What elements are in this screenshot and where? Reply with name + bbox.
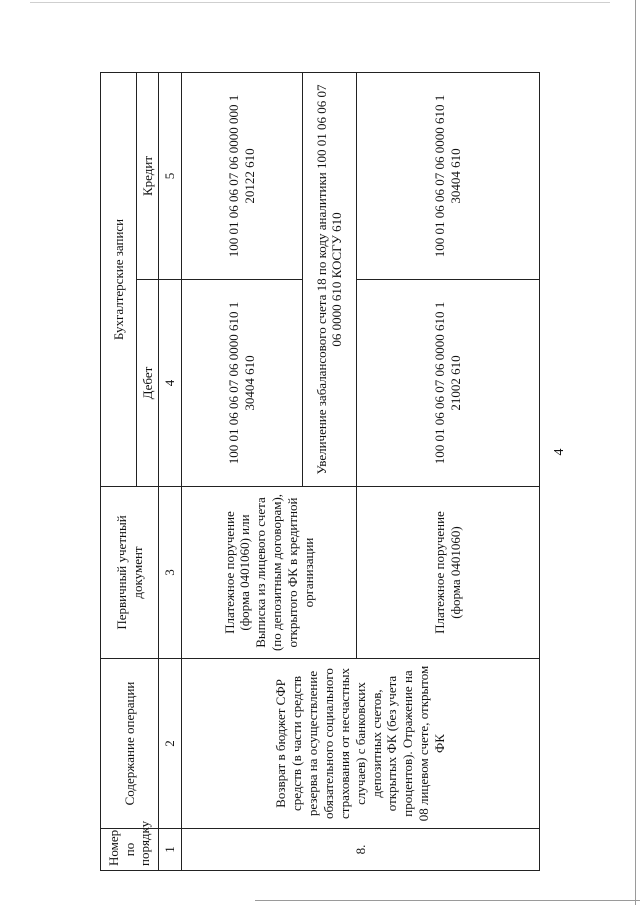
header-row-top: [101, 72, 137, 870]
column-index-row: [159, 72, 182, 870]
header-num: Номер по порядку: [101, 829, 159, 871]
header-entries: Бухгалтерские записи: [101, 72, 137, 486]
scan-edge-bottom: [255, 900, 640, 901]
credit-account-1: 100 01 06 06 07 06 0000 000 1 20122 610: [182, 72, 303, 279]
column-index-5: 5: [159, 72, 182, 279]
operation-description: Возврат в бюджет СФР средств (в части средств резерва на осуществление обязательного социального страхования от несчастных случаев) с банковских депозитных счетов, открытых ФК (без учета процентов). Отражение на 08 лицевом счете, открытом ФК: [182, 659, 540, 829]
header-document: Первичный учетный документ: [101, 487, 159, 659]
page-number: 4: [552, 448, 567, 456]
accounting-table-rotated: [100, 73, 540, 871]
debit-account-1: 100 01 06 06 07 06 0000 610 1 30404 610: [182, 280, 303, 487]
header-debit: Дебет: [136, 280, 158, 487]
header-operation: Содержание операции: [101, 659, 159, 829]
primary-document-2: Платежное поручение (форма 0401060): [356, 487, 539, 659]
scan-edge-right: [635, 0, 636, 905]
column-index-1: 1: [159, 829, 182, 871]
column-index-2: 2: [159, 659, 182, 829]
table-row: [182, 72, 303, 870]
accounting-entries-table: [100, 72, 540, 871]
header-credit: Кредит: [136, 72, 158, 279]
row-number: 8.: [182, 829, 540, 871]
debit-account-2: 100 01 06 06 07 06 0000 610 1 21002 610: [356, 280, 539, 487]
primary-document-1: Платежное поручение (форма 0401060) или Выписка из лицевого счета (по депозитным договорам), открытого ФК в кредитной организации: [182, 487, 357, 659]
column-index-3: 3: [159, 487, 182, 659]
off-balance-note: Увеличение забалансового счета 18 по коду аналитики 100 01 06 06 07 06 0000 610 КОСГУ 610: [302, 72, 356, 486]
column-index-4: 4: [159, 280, 182, 487]
scan-edge-top: [30, 2, 610, 3]
credit-account-2: 100 01 06 06 07 06 0000 610 1 30404 610: [356, 72, 539, 279]
